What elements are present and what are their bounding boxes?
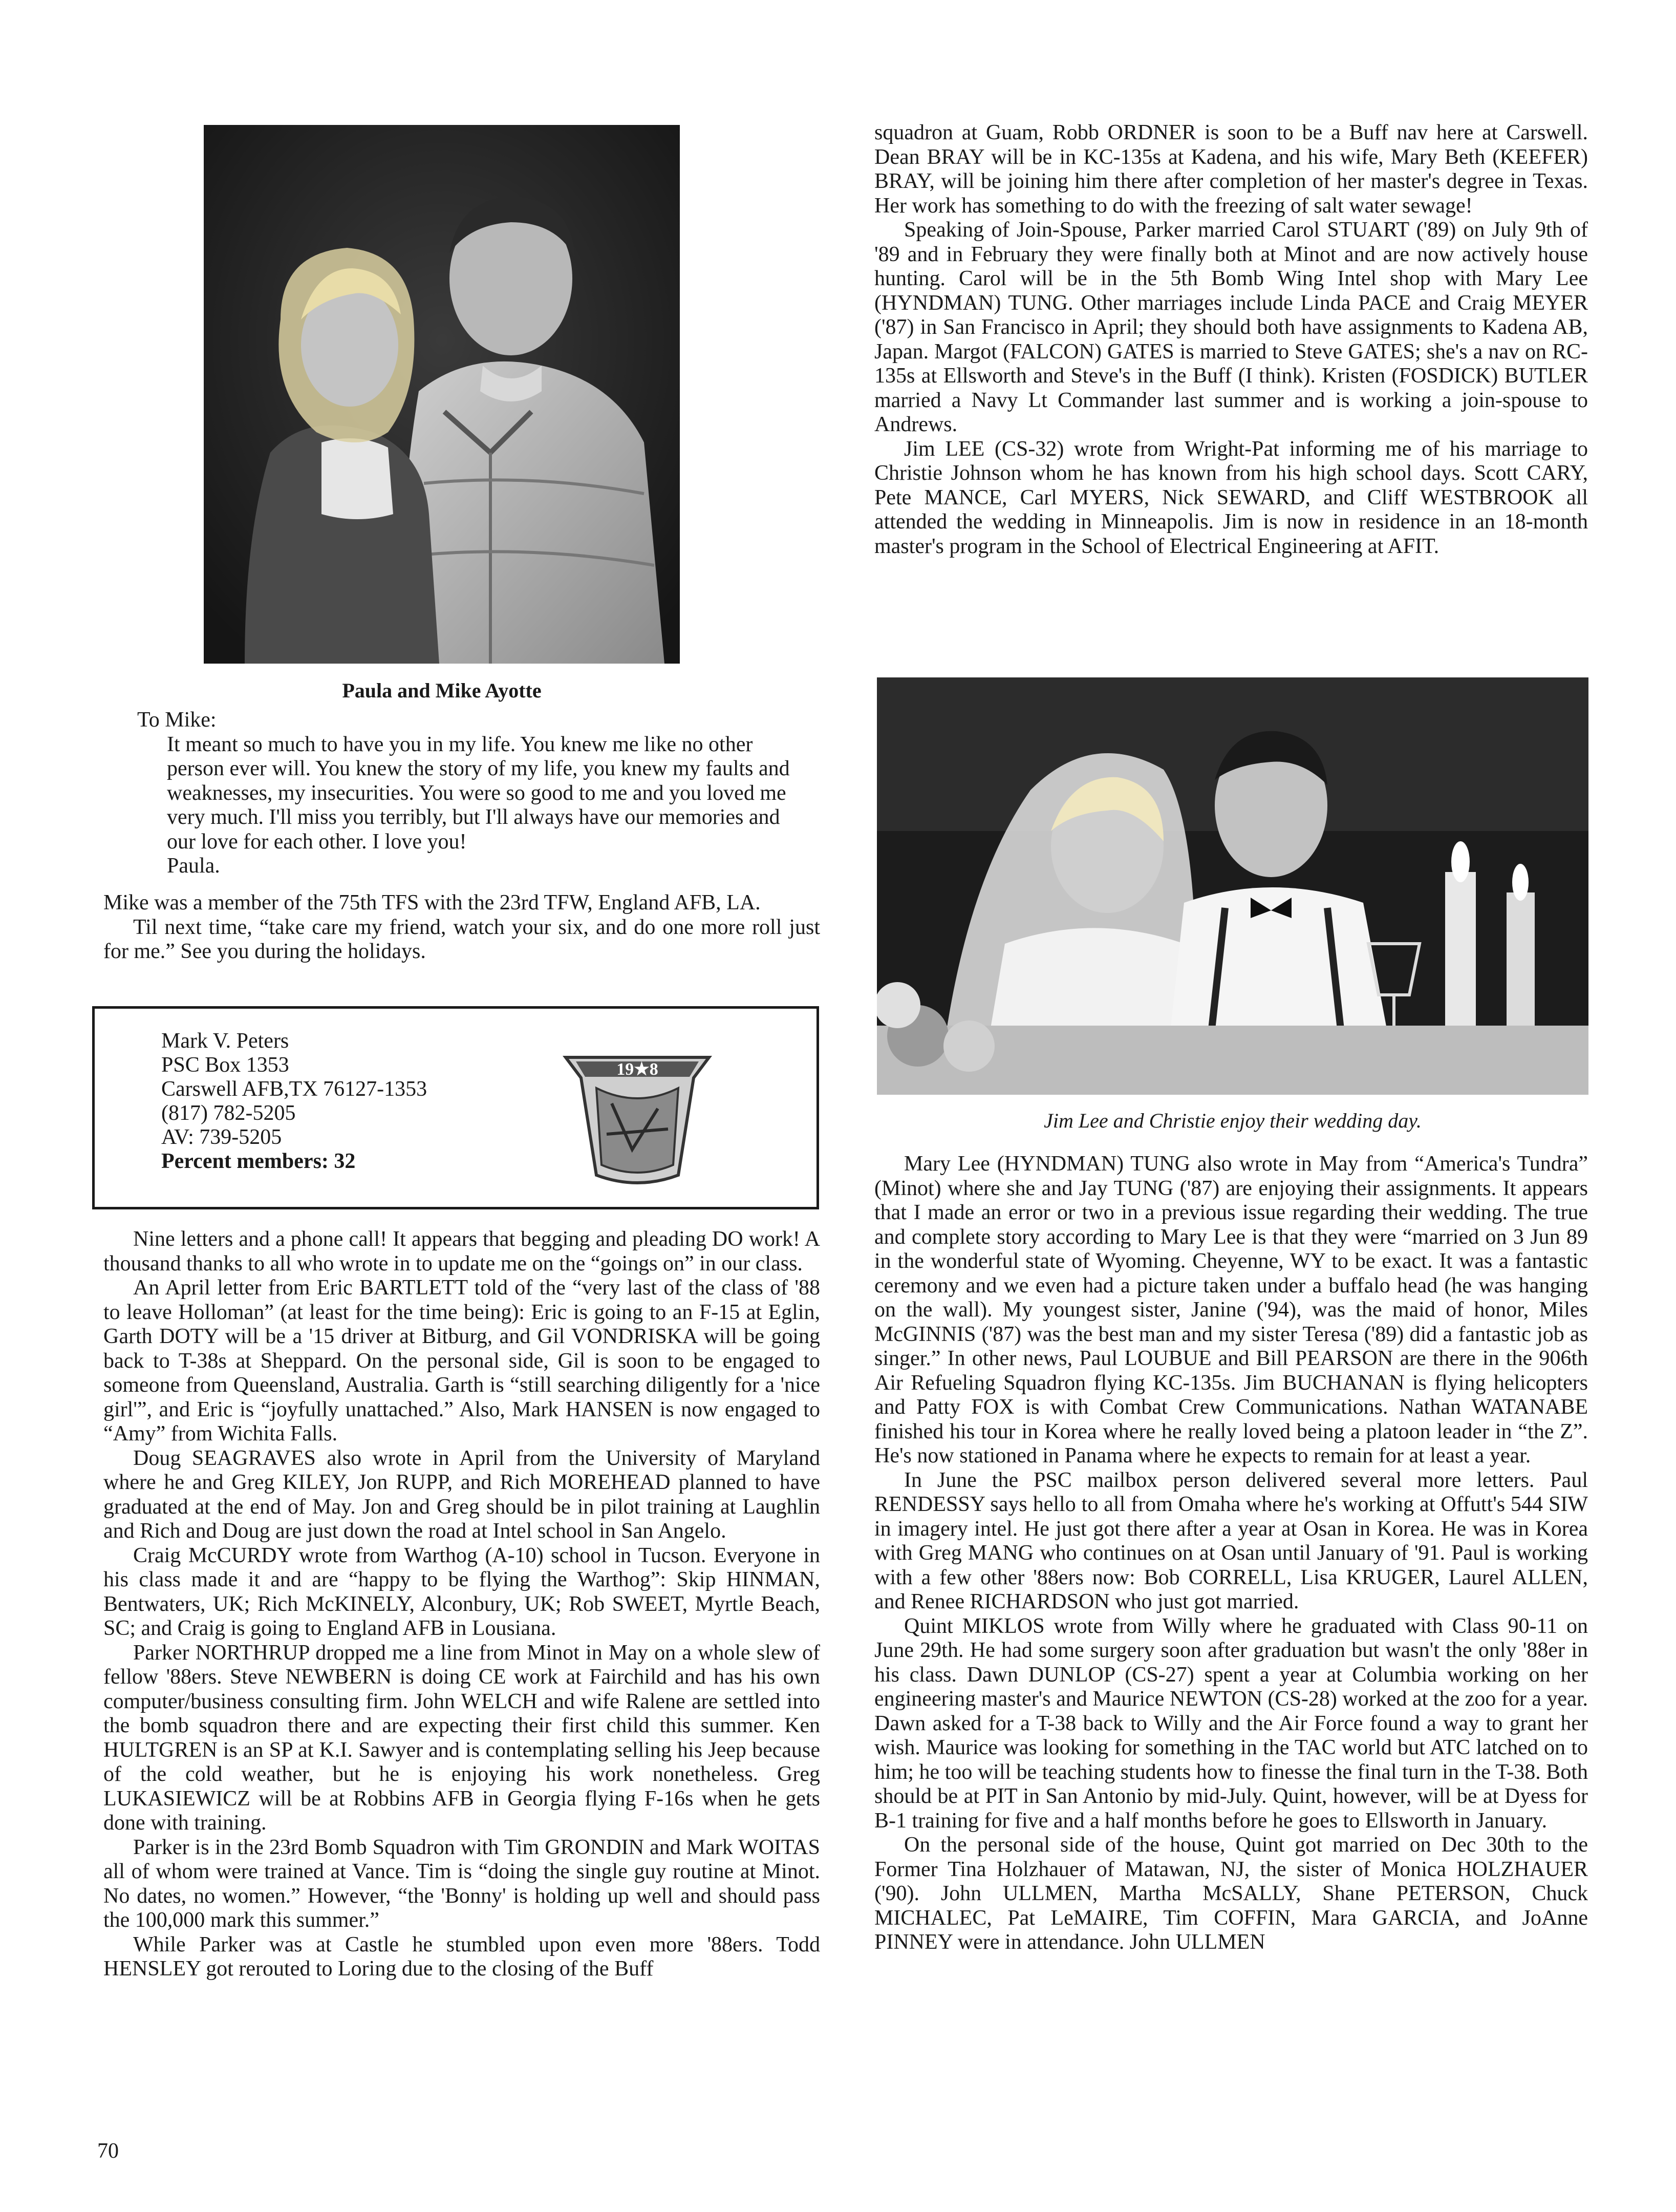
paragraph: An April letter from Eric BARTLETT told of the “very last of the class of '88 to leave Holloman” (at least for the time being): Eric is going to an F-15 at Eglin, Garth DOTY will be a '15 driver at Bitburg, and Gil VONDRISKA will be going back to T-38s at Sheppard. On the personal side, Gil is soon to be engaged to someone from Queensland, Australia. Garth is “still searching diligently for a 'nice girl'”, and Eric is “joyfully unattached.” Also, Mark HANSEN is now engaged to “Amy” from Wichita Falls. bbox=[103, 1276, 820, 1445]
contact-lines bbox=[161, 1029, 427, 1174]
letter-signature: Paula. bbox=[167, 854, 220, 878]
letter-body: It meant so much to have you in my life. You knew me like no other person ever will. You knew the story of my life, you knew my faults and weaknesses, my insecurities. You were so good to me and you loved me very much. I'll miss you terribly, but I'll always have our memories and our love for each other. I love you! bbox=[167, 732, 790, 854]
paragraph: Speaking of Join-Spouse, Parker married Carol STUART ('89) on July 9th of '89 and in February they were finally both at Minot and are now actively house hunting. Carol will be in the 5th Bomb Wing Intel shop with Mary Lee (HYNDMAN) TUNG. Other marriages include Linda PACE and Craig MEYER ('87) in San Francisco in April; they should both have assignments to Kadena AB, Japan. Margot (FALCON) GATES is married to Steve GATES; she's a nav on RC-135s at Ellsworth and Steve's in the Buff (I think). Kristen (FOSDICK) BUTLER married a Navy Lt Commander last summer and is working a join-spouse to Andrews. bbox=[874, 218, 1588, 436]
letter-block bbox=[137, 708, 803, 879]
paragraph: In June the PSC mailbox person delivered several more letters. Paul RENDESSY says hello to all from Omaha where he's working at Offutt's 544 SIW in imagery intel. He just got there after a year at Osan in Korea. He was in Korea with Greg MANG who continues on at Osan until January of '91. Paul is working with a few other '88ers now: Bob CORRELL, Lisa KRUGER, Laurel ALLEN, and Renee RICHARDSON who just got married. bbox=[874, 1468, 1588, 1613]
letter-salutation: To Mike: bbox=[137, 708, 217, 732]
wedding-photo bbox=[877, 677, 1588, 1095]
contact-box bbox=[92, 1006, 819, 1209]
couple-photo-illustration bbox=[204, 125, 680, 664]
crest-year: 19★8 bbox=[616, 1060, 658, 1079]
paragraph: Nine letters and a phone call! It appears that begging and pleading DO work! A thousand thanks to all who wrote in to update me on the “goings on” in our class. bbox=[103, 1227, 820, 1275]
contact-city: Carswell AFB,TX 76127-1353 bbox=[161, 1077, 427, 1101]
paragraph: Doug SEAGRAVES also wrote in April from the University of Maryland where he and Greg KILEY, Jon RUPP, and Rich MOREHEAD planned to have graduated at the end of May. Jon and Greg should be in pilot training at Laughlin and Rich and Doug are just down the road at Intel school in San Angelo. bbox=[103, 1446, 820, 1543]
couple-photo bbox=[204, 125, 680, 664]
left-column-lower bbox=[103, 1227, 820, 1982]
paragraph: Mary Lee (HYNDMAN) TUNG also wrote in May from “America's Tundra” (Minot) where she and Jay TUNG ('87) are enjoying their assignments. It appears that I made an error or two in a previous issue regarding their wedding. The true and complete story according to Mary Lee is that they were “married on 3 Jun 89 in the wonderful state of Wyoming. Cheyenne, WY to be exact. It was a fantastic ceremony and we even had a picture taken under a buffalo head (he was hanging on the wall). My youngest sister, Janine ('94), was the maid of honor, Miles McGINNIS ('87) was the best man and my sister Teresa ('89) did a fantastic job as singer.” In other news, Paul LOUBUE and Bill PEARSON are there in the 906th Air Refueling Squadron flying KC-135s. Jim BUCHANAN is flying helicopters and Patty FOX is with Combat Crew Communications. Nathan WATANABE finished his tour in Korea where he really loved being a platoon leader in “the Z”. He's now stationed in Panama where he expects to remain for at least a year. bbox=[874, 1152, 1588, 1467]
paragraph: Til next time, “take care my friend, watch your six, and do one more roll just for me.” See you during the holidays. bbox=[103, 915, 820, 963]
contact-phone: (817) 782-5205 bbox=[161, 1101, 296, 1125]
wedding-photo-caption: Jim Lee and Christie enjoy their wedding day. bbox=[1044, 1109, 1422, 1132]
paragraph: squadron at Guam, Robb ORDNER is soon to be a Buff nav here at Carswell. Dean BRAY will be in KC-135s at Kadena, and his wife, Mary Beth (KEEFER) BRAY, will be joining him there after completion of her master's degree in Texas. Her work has something to do with the freezing of salt water sewage! bbox=[874, 121, 1588, 218]
contact-percent: Percent members: 32 bbox=[161, 1150, 356, 1173]
contact-av: AV: 739-5205 bbox=[161, 1125, 282, 1149]
paragraph: Jim LEE (CS-32) wrote from Wright-Pat informing me of his marriage to Christie Johnson whom he has known from his high school days. Scott CARY, Pete MANCE, Carl MYERS, Nick SEWARD, and Cliff WESTBROOK all attended the wedding in Minneapolis. Jim is now in residence in an 18-month master's program in the School of Electrical Engineering at AFIT. bbox=[874, 437, 1588, 558]
paragraph: Parker NORTHRUP dropped me a line from Minot in May on a whole slew of fellow '88ers. Steve NEWBERN is doing CE work at Fairchild and has his own computer/business consulting firm. John WELCH and wife Ralene are settled into the bomb squadron there and are expecting their first child this summer. Ken HULTGREN is an SP at K.I. Sawyer and is contemplating selling his Jeep because of the cold weather, but he is enjoying his work nonetheless. Greg LUKASIEWICZ will be at Robbins AFB in Georgia flying F-16s when he gets done with training. bbox=[103, 1641, 820, 1835]
couple-photo-caption: Paula and Mike Ayotte bbox=[342, 679, 542, 702]
paragraph: On the personal side of the house, Quint got married on Dec 30th to the Former Tina Holzhauer of Matawan, NJ, the sister of Monica HOLZHAUER ('90). John ULLMEN, Martha McSALLY, Shane PETERSON, Chuck MICHALEC, Pat LeMAIRE, Tim COFFIN, Mara GARCIA, and JoAnne PINNEY were in attendance. John ULLMEN bbox=[874, 1833, 1588, 1954]
paragraph: Mike was a member of the 75th TFS with the 23rd TFW, England AFB, LA. bbox=[103, 891, 761, 914]
contact-box-number: PSC Box 1353 bbox=[161, 1053, 289, 1077]
wedding-photo-illustration bbox=[877, 677, 1588, 1095]
right-column-lower bbox=[874, 1152, 1588, 1955]
paragraph: Parker is in the 23rd Bomb Squadron with Tim GRONDIN and Mark WOITAS all of whom were trained at Vance. Tim is “doing the single guy routine at Minot. No dates, no women.” However, “the 'Bonny' is holding up well and should pass the 100,000 mark this summer.” bbox=[103, 1835, 820, 1932]
page-number: 70 bbox=[97, 2139, 119, 2163]
class-crest-icon bbox=[555, 1047, 719, 1190]
left-after-letter bbox=[103, 891, 820, 964]
paragraph: Quint MIKLOS wrote from Willy where he graduated with Class 90-11 on June 29th. He had some surgery soon after graduation but wasn't the only '88er in his class. Dawn DUNLOP (CS-27) spent a year at Columbia working on her engineering master's and Maurice NEWTON (CS-28) worked at the zoo for a year. Dawn asked for a T-38 back to Willy and the Air Force found a way to grant her wish. Maurice was looking for something in the TAC world but ATC latched on to him; he too will be teaching students how to finesse the final turn in the T-38. Both should be at PIT in San Antonio by mid-July. Quint, however, will be at Dyess for B-1 training for five and a half months before he goes to Ellsworth in January. bbox=[874, 1614, 1588, 1833]
right-column-upper bbox=[874, 121, 1588, 559]
paragraph: Craig McCURDY wrote from Warthog (A-10) school in Tucson. Everyone in his class made it and are “happy to be flying the Warthog”: Skip HINMAN, Bentwaters, UK; Rich McKINELY, Alconbury, UK; Rob SWEET, Myrtle Beach, SC; and Craig is going to England AFB in Lousiana. bbox=[103, 1543, 820, 1640]
contact-name: Mark V. Peters bbox=[161, 1029, 289, 1053]
paragraph: While Parker was at Castle he stumbled upon even more '88ers. Todd HENSLEY got rerouted to Loring due to the closing of the Buff bbox=[103, 1932, 820, 1981]
